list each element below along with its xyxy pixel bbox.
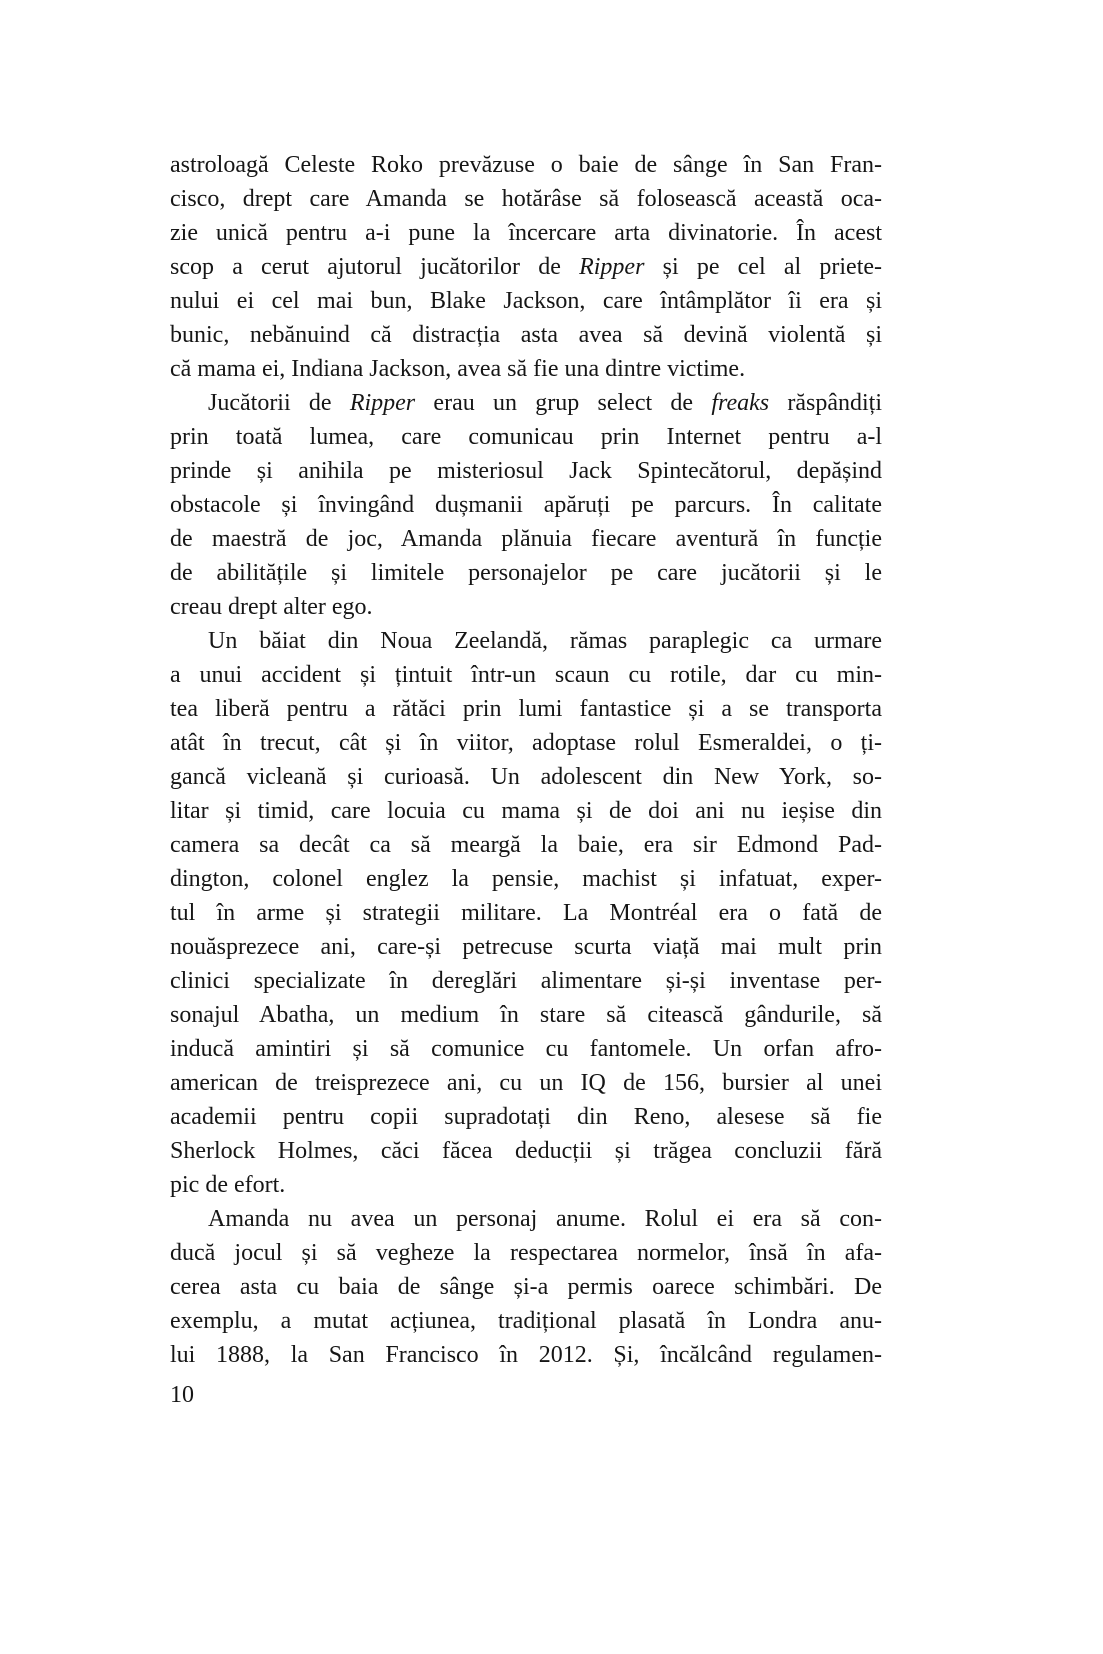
page-text [170,148,882,1372]
text-line [170,1338,882,1372]
text-line [170,624,882,658]
paragraph [170,386,882,624]
text-line [170,964,882,998]
text-run: Un băiat din Noua Zeelandă, rămas paraplegic ca urmare [208,628,882,654]
text-line [170,250,882,284]
text-line [170,1134,882,1168]
text-run: american de treisprezece ani, cu un IQ de 156, bursier al unei [170,1070,882,1096]
text-run: cerea asta cu baia de sânge și-a permis oarece schimbări. De [170,1274,882,1300]
text-run: răspândiți [769,390,882,416]
text-run: atât în trecut, cât și în viitor, adoptase rolul Esmeraldei, o ți- [170,730,882,756]
text-run: ducă jocul și să vegheze la respectarea normelor, însă în afa- [170,1240,882,1266]
text-run: prinde și anihila pe misteriosul Jack Spintecătorul, depășind [170,458,882,484]
text-run: de abilitățile și limitele personajelor pe care jucătorii și le [170,560,882,586]
text-line [170,454,882,488]
text-run: gancă vicleană și curioasă. Un adolescent din New York, so- [170,764,882,790]
text-run: de maestră de joc, Amanda plănuia fiecare aventură în funcție [170,526,882,552]
text-run: pic de efort. [170,1172,286,1198]
text-run: Jucătorii de [208,390,350,416]
text-line [170,1236,882,1270]
text-run: creau drept alter ego. [170,594,373,620]
text-run: și pe cel al priete- [644,254,883,280]
text-run: litar și timid, care locuia cu mama și de doi ani nu ieșise din [170,798,882,824]
text-run: academii pentru copii supradotați din Reno, alesese să fie [170,1104,882,1130]
text-line [170,1032,882,1066]
text-run: sonajul Abatha, un medium în stare să citească gândurile, să [170,1002,882,1028]
text-line [170,930,882,964]
text-run: scop a cerut ajutorul jucătorilor de [170,254,580,280]
text-run: obstacole și învingând dușmanii apăruți pe parcurs. În calitate [170,492,882,518]
text-line [170,1168,882,1202]
text-line [170,352,882,386]
text-line [170,182,882,216]
text-line [170,1270,882,1304]
page-number: 10 [170,1382,194,1408]
text-line [170,420,882,454]
text-line [170,862,882,896]
text-line [170,386,882,420]
italic-text-run: Ripper [579,254,645,280]
paragraph [170,624,882,1202]
text-run: exemplu, a mutat acțiunea, tradițional plasată în Londra anu- [170,1308,882,1334]
text-line [170,760,882,794]
text-line [170,148,882,182]
text-line [170,1202,882,1236]
text-run: bunic, nebănuind că distracția asta avea să devină violentă și [170,322,882,348]
text-run: astroloagă Celeste Roko prevăzuse o baie de sânge în San Fran- [170,152,882,178]
italic-text-run: Ripper [349,390,416,416]
text-run: erau un grup select de [415,390,712,416]
text-line [170,284,882,318]
text-line [170,692,882,726]
text-line [170,522,882,556]
text-run: prin toată lumea, care comunicau prin Internet pentru a-l [170,424,882,450]
text-run: tea liberă pentru a rătăci prin lumi fantastice și a se transporta [170,696,882,722]
text-run: dington, colonel englez la pensie, machist și infatuat, exper- [170,866,882,892]
text-line [170,318,882,352]
text-run: nouăsprezece ani, care-și petrecuse scurta viață mai mult prin [170,934,882,960]
text-line [170,828,882,862]
text-run: camera sa decât ca să meargă la baie, era sir Edmond Pad- [170,832,882,858]
text-run: a unui accident și țintuit într-un scaun cu rotile, dar cu min- [170,662,882,688]
text-line [170,1066,882,1100]
text-run: nului ei cel mai bun, Blake Jackson, care întâmplător îi era și [170,288,882,314]
text-run: Sherlock Holmes, căci făcea deducții și trăgea concluzii fără [170,1138,882,1164]
text-line [170,1100,882,1134]
text-run: Amanda nu avea un personaj anume. Rolul ei era să con- [208,1206,882,1232]
paragraph [170,1202,882,1372]
text-line [170,1304,882,1338]
text-run: zie unică pentru a-i pune la încercare arta divinatorie. În acest [170,220,882,246]
text-run: lui 1888, la San Francisco în 2012. Și, încălcând regulamen- [170,1342,882,1368]
text-run: cisco, drept care Amanda se hotărâse să folosească această oca- [170,186,882,212]
text-line [170,896,882,930]
text-line [170,216,882,250]
text-run: că mama ei, Indiana Jackson, avea să fie una dintre victime. [170,356,746,382]
text-line [170,998,882,1032]
text-run: tul în arme și strategii militare. La Montréal era o fată de [170,900,882,926]
paragraph [170,148,882,386]
text-line [170,590,882,624]
text-line [170,658,882,692]
text-line [170,726,882,760]
text-line [170,556,882,590]
text-line [170,794,882,828]
text-run: inducă amintiri și să comunice cu fantomele. Un orfan afro- [170,1036,882,1062]
text-run: clinici specializate în dereglări alimentare și-și inventase per- [170,968,882,994]
italic-text-run: freaks [711,390,770,416]
text-line [170,488,882,522]
